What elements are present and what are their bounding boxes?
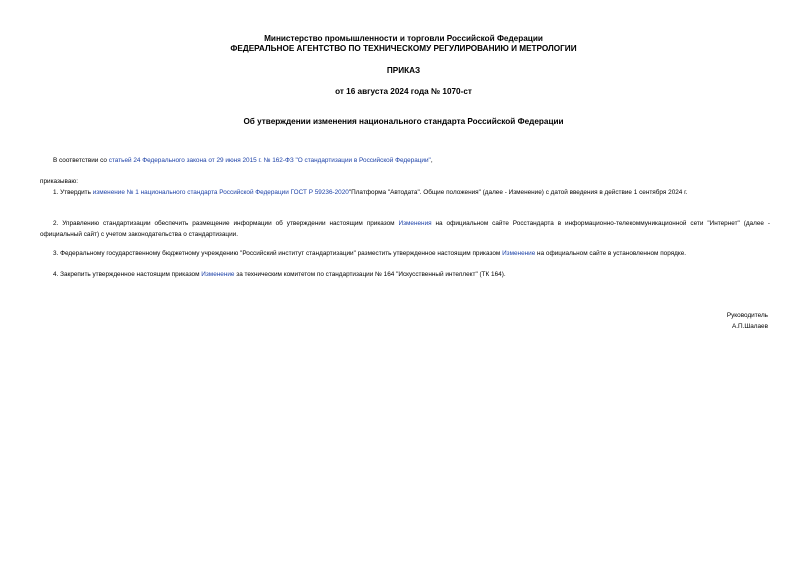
item-1-paragraph <box>40 187 770 198</box>
document-date-number: от 16 августа 2024 года № 1070-ст <box>335 87 472 96</box>
item-3-change-link[interactable]: Изменение <box>502 250 536 257</box>
preamble-suffix: , <box>430 157 433 164</box>
preamble-prefix: В соответствии со <box>53 157 109 164</box>
signature-title: Руководитель <box>726 312 768 319</box>
standard-change-link[interactable]: изменение № 1 национального стандарта Российской Федерации ГОСТ Р 59236-2020 <box>92 189 349 196</box>
item-3-paragraph <box>40 248 770 259</box>
agency-name: ФЕДЕРАЛЬНОЕ АГЕНТСТВО ПО ТЕХНИЧЕСКОМУ РЕГУЛИРОВАНИЮ И МЕТРОЛОГИИ <box>230 44 577 53</box>
item-1-prefix: 1. Утвердить <box>53 189 93 196</box>
document-type: ПРИКАЗ <box>386 66 421 75</box>
item-4-prefix: 4. Закрепить утвержденное настоящим приказом <box>53 271 202 278</box>
item-2-paragraph <box>40 218 770 240</box>
item-4-paragraph <box>40 269 770 280</box>
item-2-change-link[interactable]: Изменения <box>398 220 432 227</box>
item-1-suffix: "Платформа "Автодата". Общие положения" (далее - Изменение) с датой введения в действие 1 сентября 2024 г. <box>348 189 688 196</box>
preamble-paragraph <box>40 155 770 166</box>
item-3-suffix: на официальном сайте в установленном порядке. <box>535 250 687 257</box>
item-2-prefix: 2. Управлению стандартизации обеспечить размещение информации об утверждении настоящим приказом <box>53 220 399 227</box>
law-link[interactable]: статьей 24 Федерального закона от 29 июня 2015 г. № 162-ФЗ "О стандартизации в Российской Федерации" <box>108 157 431 164</box>
item-4-suffix: за техническим комитетом по стандартизации № 164 "Искусственный интеллект" (ТК 164). <box>234 271 506 278</box>
document-subject: Об утверждении изменения национального стандарта Российской Федерации <box>243 117 564 126</box>
item-2-suffix: на официальном сайте Росстандарта в информационно-телекоммуникационной сети "Интернет" (далее - официальный сайт) с учетом законодательства о стандартизации. <box>40 220 770 238</box>
item-3-prefix: 3. Федеральному государственному бюджетному учреждению "Российский институт стандартизации" разместить утвержденное настоящим приказом <box>53 250 503 257</box>
signature-name: А.П.Шалаев <box>731 323 768 330</box>
order-word: приказываю: <box>40 178 78 185</box>
item-4-change-link[interactable]: Изменение <box>201 271 235 278</box>
ministry-name: Министерство промышленности и торговли Российской Федерации <box>264 34 543 43</box>
